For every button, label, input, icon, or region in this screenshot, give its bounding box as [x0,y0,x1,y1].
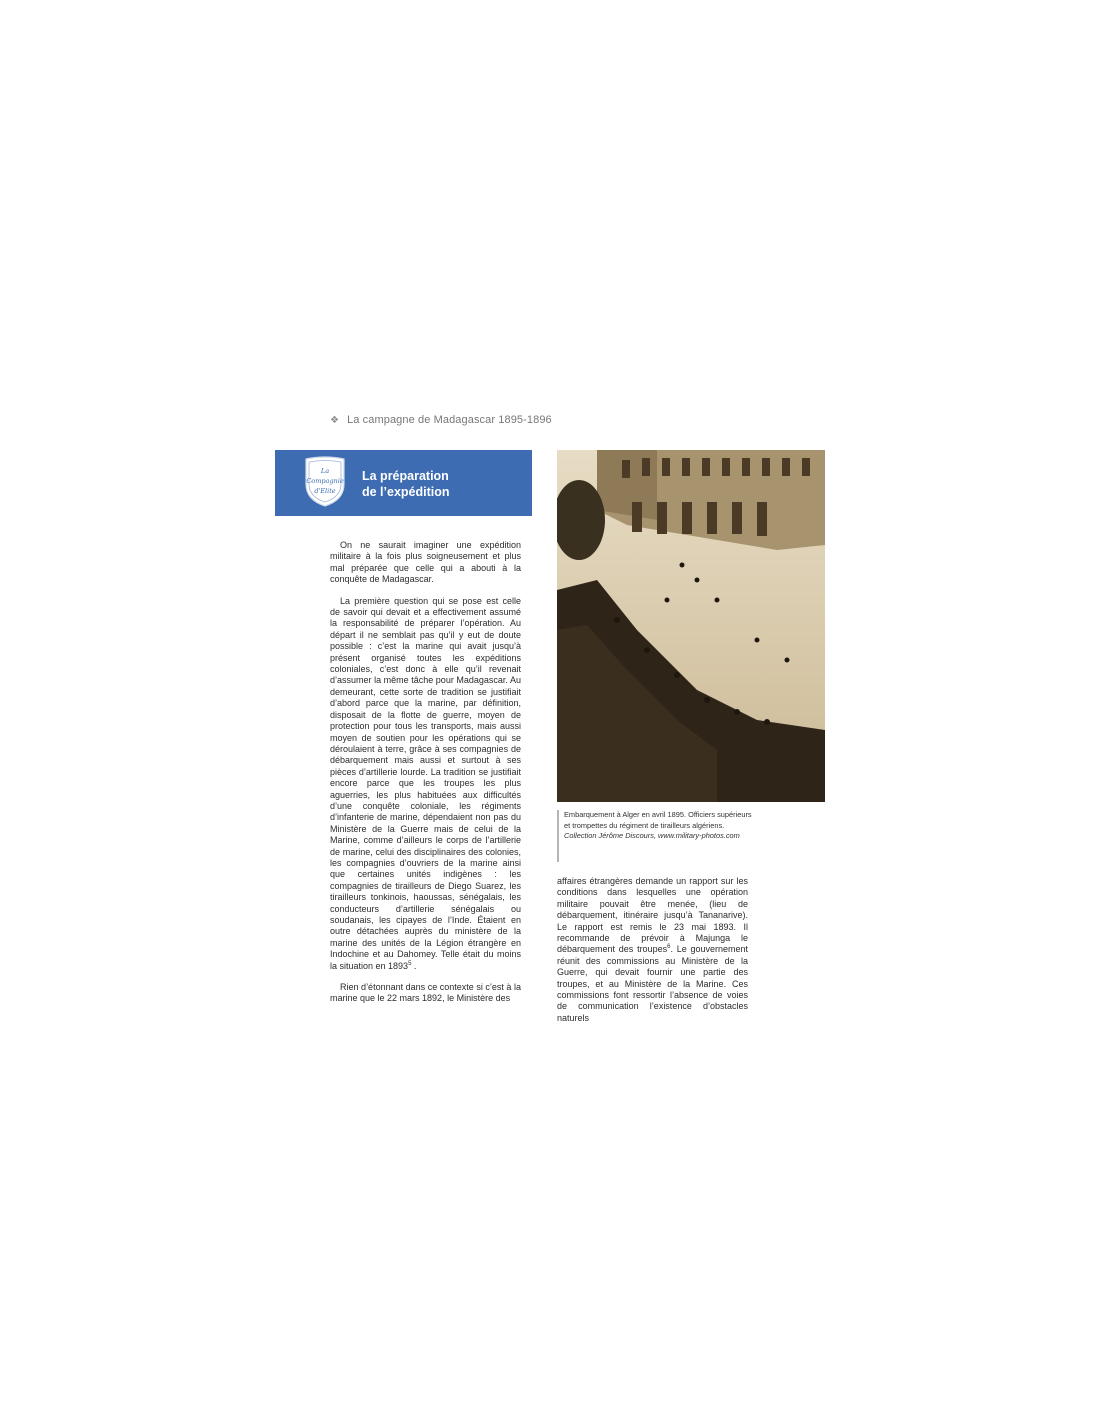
company-logo-icon [302,456,348,508]
paragraph-2 [330,596,521,972]
paragraph-2-text: La première question qui se pose est celle de savoir qui devait et a effectivement assumé la responsabilité de préparer l’opération. Au départ il ne semblait pas qu’il y eut de doute possible : c’est la marine qui avait jusqu’à présent organisé toutes les expéditions coloniales, c’est donc à elle qu’il revenait d’assumer la même tâche pour Madagascar. Au demeurant, cette sorte de tradition se justifiait d’abord parce que la marine, par définition, disposait de la flotte de guerre, moyen de protection pour tous les transports, mais aussi moyen de soutien pour les opérations qui se déroulaient à terre, grâce à ses compagnies de débarquement mais aussi et surtout à ses pièces d’artillerie lourde. La tradition se justifiait encore parce que les troupes les plus aguerries, les plus habituées aux difficultés d’une conquête coloniale, les régiments d’infanterie de marine, dépendaient non pas du Ministère de la Guerre mais de celui de la Marine, comme d’ailleurs le corps de l’artillerie de marine, celui des disciplinaires des colonies, les compagnies d’ouvriers de la marine ainsi que certaines unités indigènes : les compagnies de tirailleurs de Diego Suarez, les tirailleurs tonkinois, haoussas, sénégalais, les conducteurs d’artillerie sénégalais ou soudanais, les cipayes de l’Inde. Étaient en outre détachées auprès du ministère de la marine des unités de la Légion étrangère en Indochine et au Dahomey. Telle était du moins la situation en 1893 [330,595,521,971]
running-head-text: La campagne de Madagascar 1895-1896 [347,414,552,426]
logo-line-3: d'Elite [314,487,336,495]
paragraph-3: Rien d’étonnant dans ce contexte si c’est à la marine que le 22 mars 1892, le Ministère des [330,982,521,1004]
diamond-icon: ❖ [330,415,340,426]
section-title [362,468,450,500]
logo-line-2: Compagnie [306,477,344,485]
photo-image [557,450,825,802]
paragraph-4 [557,876,748,1024]
footnote-ref-5: 5 [408,960,412,967]
caption-bar [557,810,559,862]
photo-credit: Collection Jérôme Discours, www.military-photos.com [564,831,740,841]
footnote-ref-6: 6 [667,944,671,951]
paragraph-2-tail: . [411,960,417,971]
section-title-line-2: de l’expédition [362,485,450,499]
section-banner [275,450,532,516]
paragraph-4-text: affaires étrangères demande un rapport sur les conditions dans lesquelles une opération militaire pouvait être menée, (lieu de débarquement, itinéraire jusqu’à Tananarive). Le rapport est remis le 23 mai 1893. Il recommande de prévoir à Majunga le débarquement des troupes [557,876,748,955]
caption-text: Embarquement à Alger en avril 1895. Officiers supérieurs et trompettes du régiment de tirailleurs algériens. [564,810,752,830]
text-column-left [330,540,521,1015]
paragraph-4-tail: . Le gouvernement réunit des commissions au Ministère de la Guerre, qui devait fournir une partie des troupes, et au Ministère de la Marine. Ces commissions font ressortir l’absence de voies de communication l’existence d’obstacles naturels [557,944,748,1023]
photo-caption [564,810,754,842]
running-head [330,414,552,426]
paragraph-1: On ne saurait imaginer une expédition militaire à la fois plus soigneusement et plus mal préparée que celle qui a abouti à la conquête de Madagascar. [330,540,521,585]
historical-photo [557,450,825,802]
text-column-right [557,876,748,1034]
section-title-line-1: La préparation [362,469,449,483]
logo-line-1: La [320,467,330,475]
